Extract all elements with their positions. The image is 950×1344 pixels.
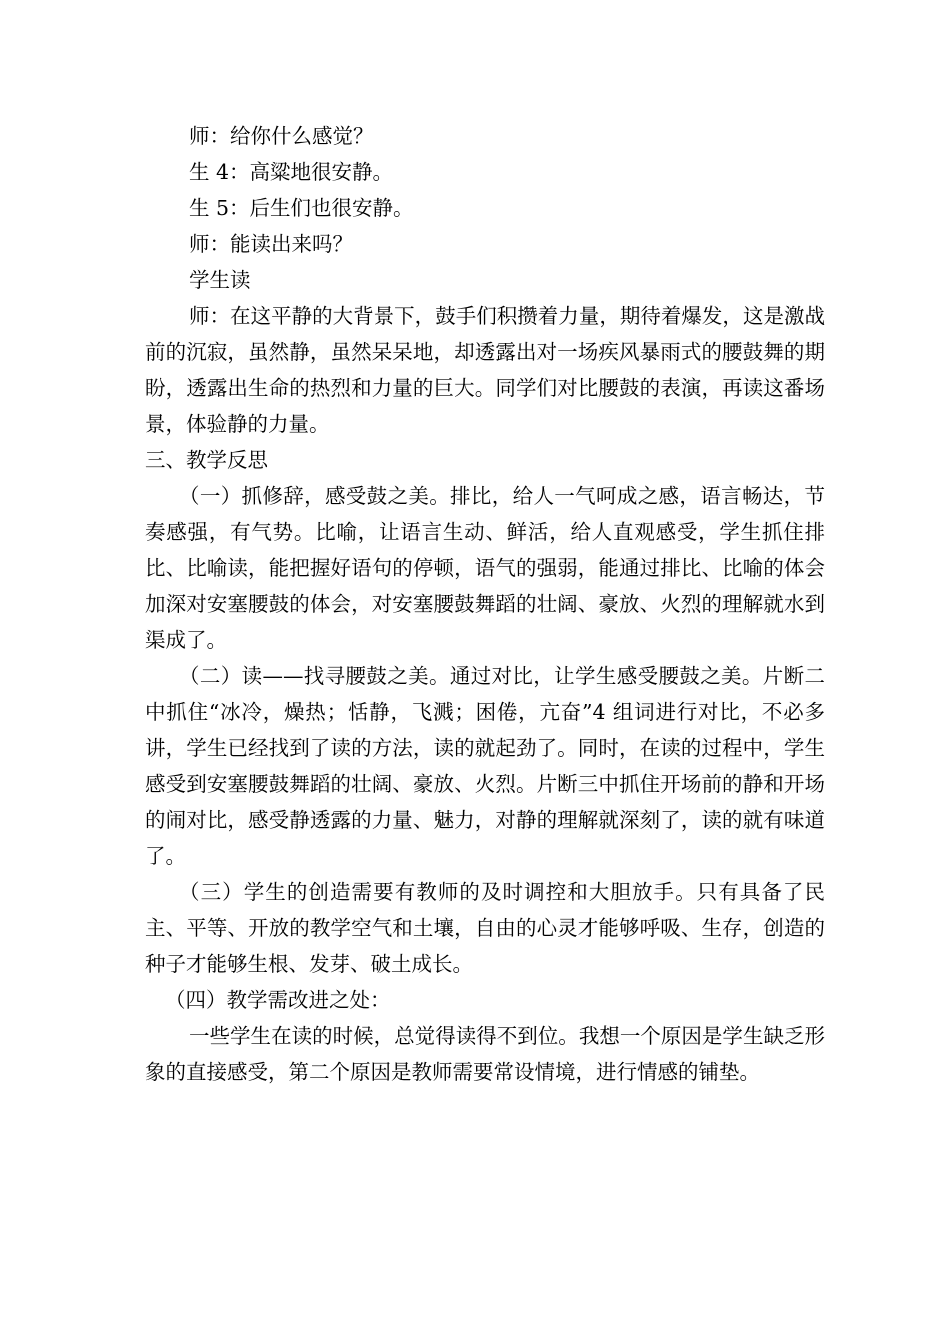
improvement-paragraph: 一些学生在读的时候，总觉得读得不到位。我想一个原因是学生缺乏形象的直接感受，第二个原因是教师需要常设情境，进行情感的铺垫。 <box>145 1024 825 1084</box>
reflection-paragraph-3: （三）学生的创造需要有教师的及时调控和大胆放手。只有具备了民主、平等、开放的教学空气和土壤，自由的心灵才能够呼吸、生存，创造的种子才能够生根、发芽、破土成长。 <box>145 880 825 976</box>
section-heading-reflection: 三、教学反思 <box>145 448 268 472</box>
dialogue-line-teacher-2: 师：能读出来吗？ <box>189 232 353 256</box>
dialogue-line-student-4: 生 4：高粱地很安静。 <box>189 160 394 184</box>
dialogue-line-teacher-1: 师：给你什么感觉？ <box>189 124 374 148</box>
stage-note-students-read: 学生读 <box>189 268 251 292</box>
dialogue-line-student-5: 生 5：后生们也很安静。 <box>189 196 414 220</box>
reflection-paragraph-4-heading: （四）教学需改进之处： <box>165 988 391 1012</box>
reflection-paragraph-1: （一）抓修辞，感受鼓之美。排比，给人一气呵成之感，语言畅达，节奏感强，有气势。比喻，让语言生动、鲜活，给人直观感受，学生抓住排比、比喻读，能把握好语句的停顿，语气的强弱，能通过排比、比喻的体会加深对安塞腰鼓的体会，对安塞腰鼓舞蹈的壮阔、豪放、火烈的理解就水到渠成了。 <box>145 484 825 652</box>
reflection-paragraph-2: （二）读——找寻腰鼓之美。通过对比，让学生感受腰鼓之美。片断二中抓住“冰冷，燥热；恬静，飞溅；困倦，亢奋”4 组词进行对比，不必多讲，学生已经找到了读的方法，读的就起劲了。同时，在读的过程中，学生感受到安塞腰鼓舞蹈的壮阔、豪放、火烈。片断三中抓住开场前的静和开场的闹对比，感受静透露的力量、魅力，对静的理解就深刻了，读的就有味道了。 <box>145 664 825 868</box>
document-body <box>145 118 825 1090</box>
teacher-summary-paragraph: 师：在这平静的大背景下，鼓手们积攒着力量，期待着爆发，这是激战前的沉寂，虽然静，虽然呆呆地，却透露出对一场疾风暴雨式的腰鼓舞的期盼，透露出生命的热烈和力量的巨大。同学们对比腰鼓的表演，再读这番场景，体验静的力量。 <box>145 304 825 436</box>
